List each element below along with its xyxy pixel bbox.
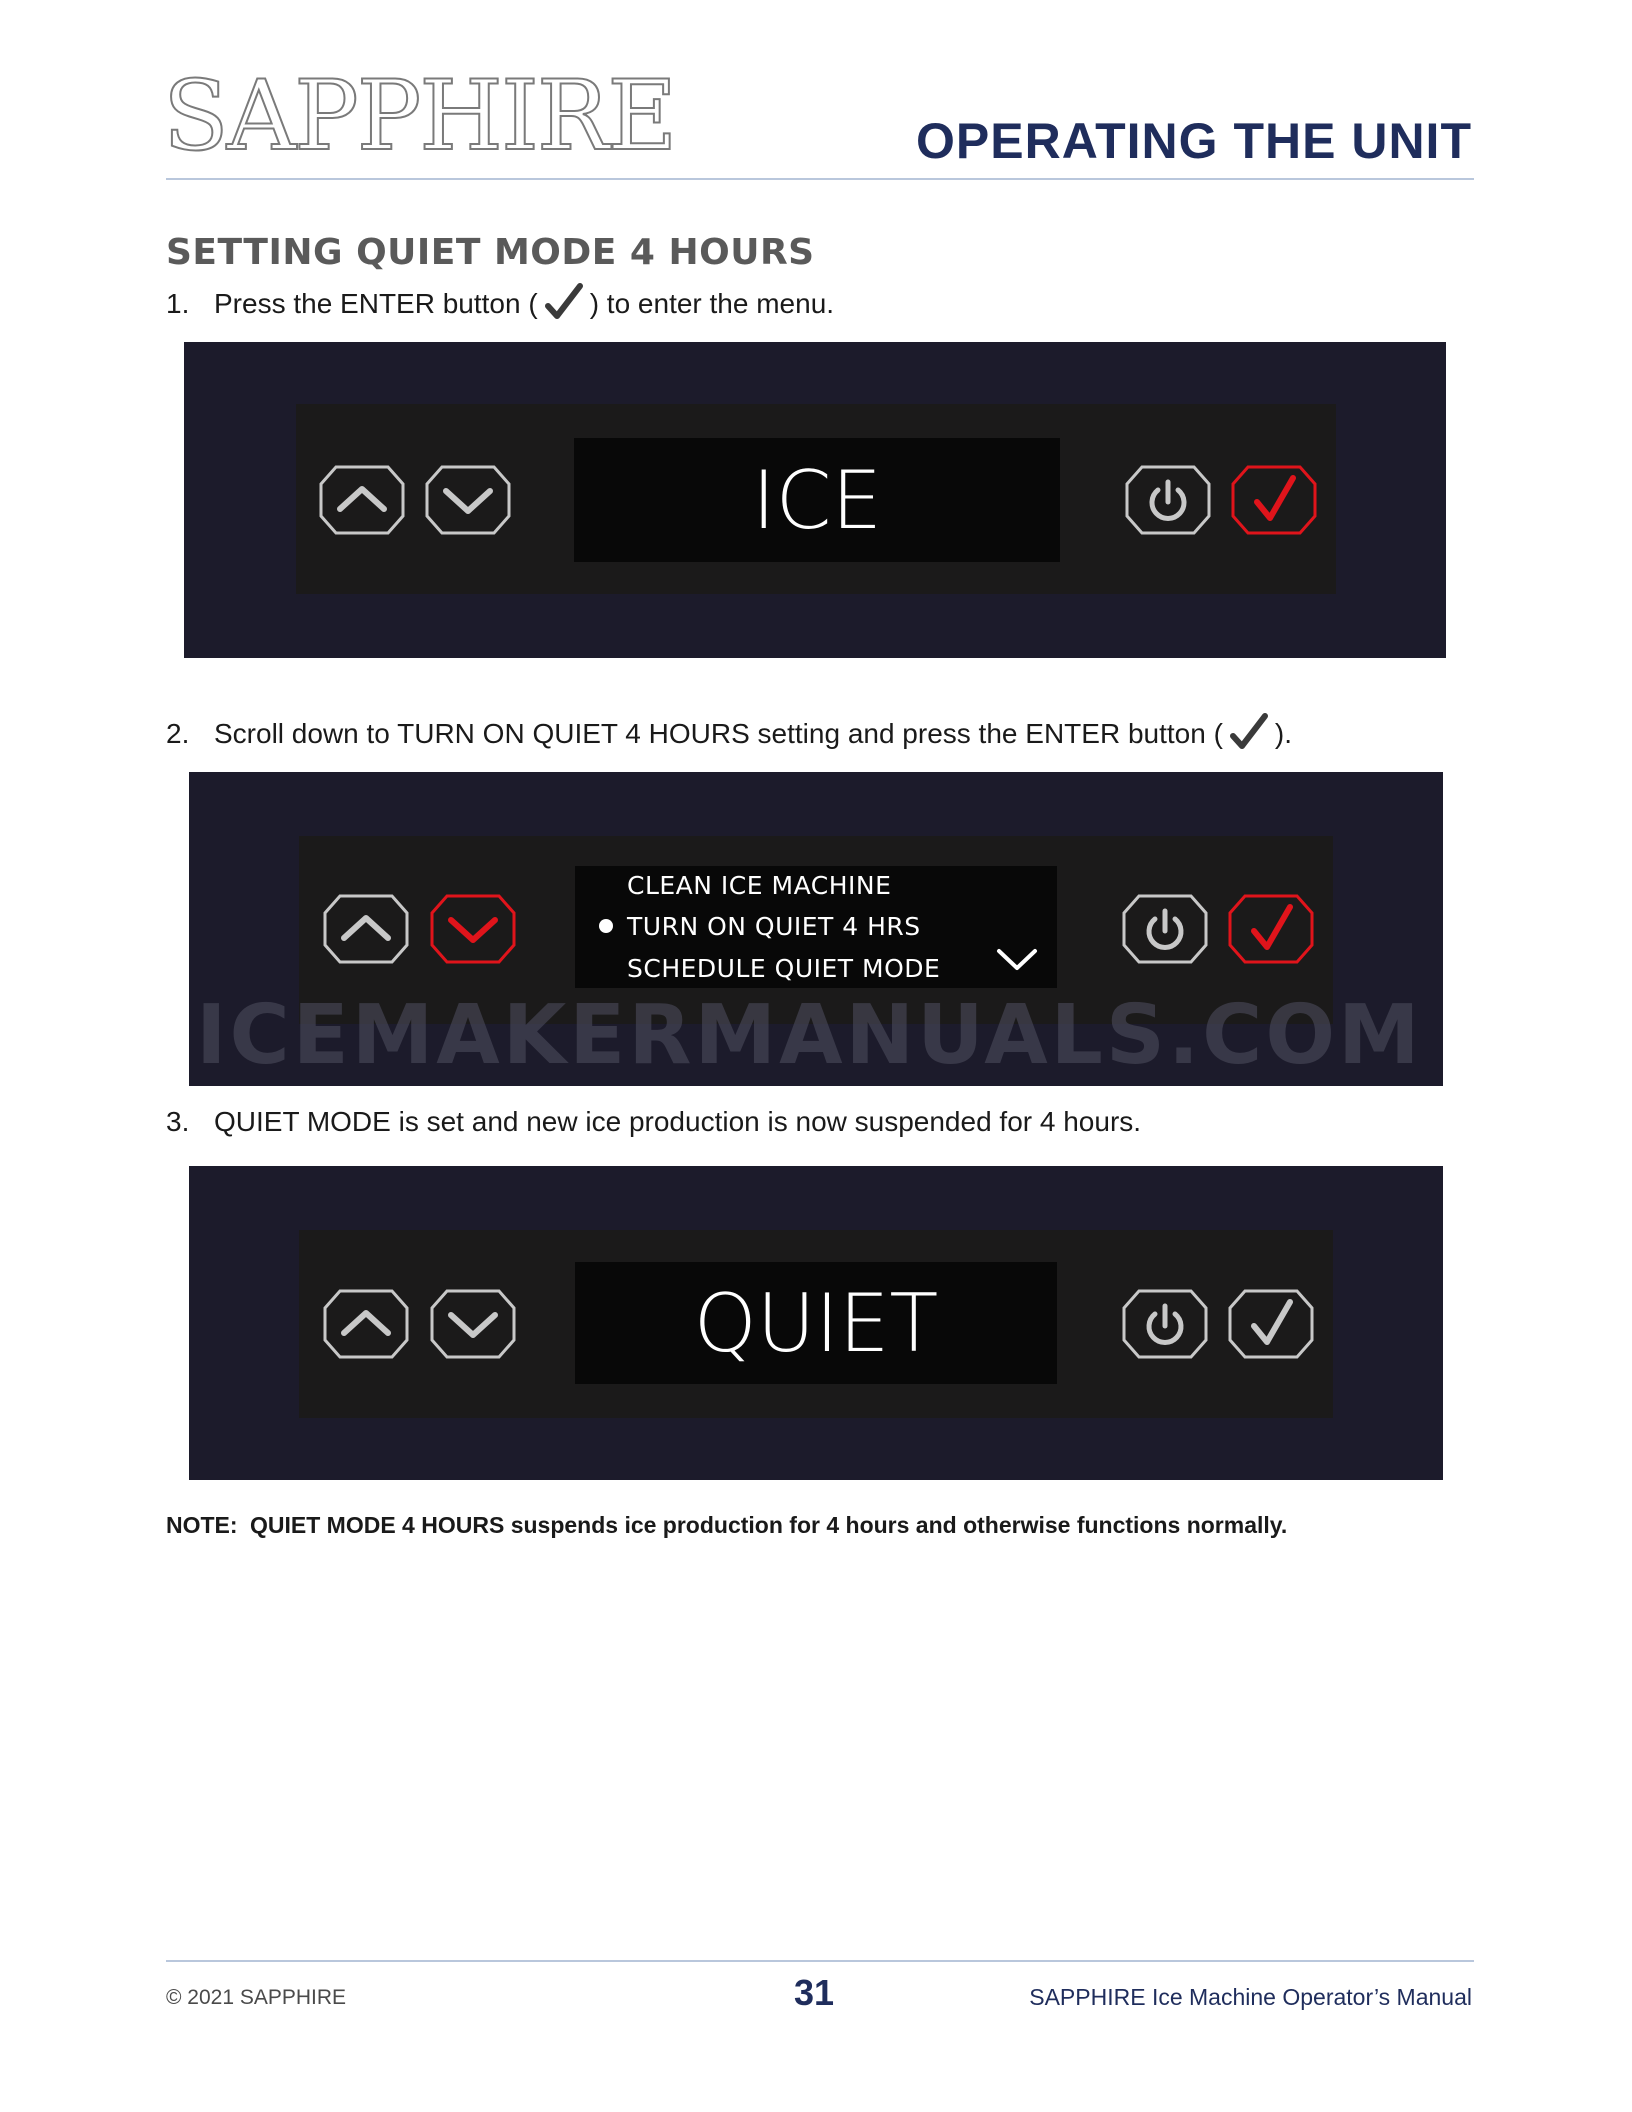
step-3 [166, 1106, 1141, 1138]
page-number: 31 [794, 1972, 835, 2013]
enter-button[interactable] [1227, 1288, 1315, 1360]
menu-item-selected: TURN ON QUIET 4 HRS [627, 912, 921, 941]
enter-button[interactable] [1227, 893, 1315, 965]
step-2 [166, 712, 1292, 756]
power-icon [1124, 464, 1212, 536]
step-1 [166, 282, 834, 326]
panel-face [296, 404, 1336, 594]
checkmark-icon [1227, 893, 1315, 965]
section-heading: SETTING QUIET MODE 4 HOURS [166, 232, 815, 273]
power-icon [1121, 1288, 1209, 1360]
step-text-after: ). [1274, 718, 1292, 749]
up-button[interactable] [322, 1288, 410, 1360]
checkmark-icon [1227, 1288, 1315, 1360]
power-icon [1121, 893, 1209, 965]
panel-face [299, 1230, 1333, 1418]
chevron-up-icon [322, 893, 410, 965]
power-button[interactable] [1124, 464, 1212, 536]
enter-check-icon [1227, 712, 1271, 756]
sapphire-logo: SAPPHIRE [163, 60, 676, 172]
display-screen: QUIET [575, 1262, 1057, 1384]
chevron-down-icon [429, 1288, 517, 1360]
step-text-before: Scroll down to TURN ON QUIET 4 HOURS setting and press the ENTER button ( [214, 718, 1223, 749]
footer-manual-title: SAPPHIRE Ice Machine Operator’s Manual [1029, 1984, 1472, 2010]
note [166, 1512, 1287, 1539]
chapter-title: OPERATING THE UNIT [916, 113, 1472, 169]
checkmark-icon [1230, 464, 1318, 536]
footer-divider [166, 1960, 1474, 1962]
selection-dot-icon [599, 919, 613, 933]
chevron-up-icon [322, 1288, 410, 1360]
step-text-before: Press the ENTER button ( [214, 288, 538, 319]
display-screen: ICE [574, 438, 1060, 562]
step-number: 2. [166, 718, 190, 749]
down-button[interactable] [429, 1288, 517, 1360]
down-button[interactable] [424, 464, 512, 536]
control-panel-ice [184, 342, 1446, 658]
step-text-after: ) to enter the menu. [589, 288, 835, 319]
up-button[interactable] [318, 464, 406, 536]
chevron-down-icon [424, 464, 512, 536]
note-label: NOTE: [166, 1512, 238, 1538]
note-text: QUIET MODE 4 HOURS suspends ice production for 4 hours and otherwise functions normally. [250, 1512, 1288, 1538]
watermark: ICEMAKERMANUALS.COM [196, 988, 1423, 1083]
down-button[interactable] [429, 893, 517, 965]
enter-check-icon [542, 282, 586, 326]
menu-display [575, 866, 1057, 988]
chevron-down-icon [429, 893, 517, 965]
control-panel-quiet [189, 1166, 1443, 1480]
scroll-down-chevron-icon [993, 946, 1041, 974]
power-button[interactable] [1121, 893, 1209, 965]
up-button[interactable] [322, 893, 410, 965]
enter-button[interactable] [1230, 464, 1318, 536]
step-text-before: QUIET MODE is set and new ice production is now suspended for 4 hours. [214, 1106, 1142, 1137]
step-number: 3. [166, 1106, 190, 1137]
header-divider [166, 178, 1474, 180]
menu-item: SCHEDULE QUIET MODE [627, 954, 941, 983]
step-number: 1. [166, 288, 190, 319]
chevron-up-icon [318, 464, 406, 536]
menu-item: CLEAN ICE MACHINE [627, 871, 892, 900]
power-button[interactable] [1121, 1288, 1209, 1360]
footer-copyright: © 2021 SAPPHIRE [166, 1986, 347, 2009]
